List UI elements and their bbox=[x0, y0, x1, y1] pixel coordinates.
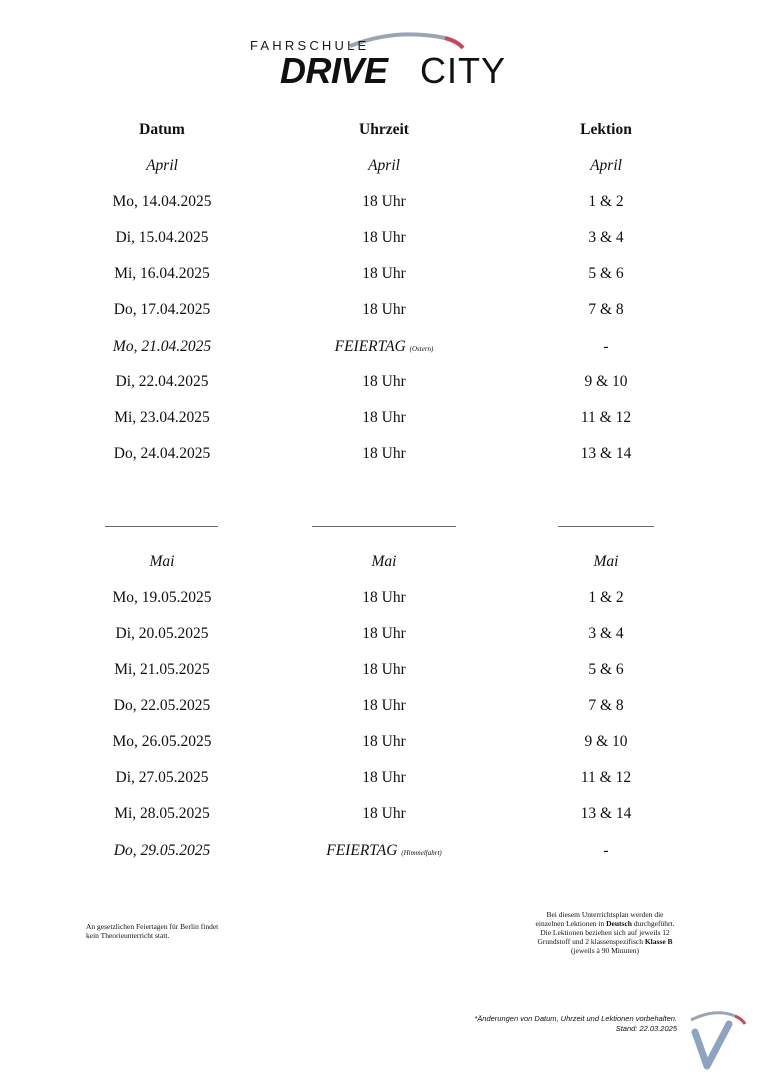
table-row-lesson: 1 & 2 bbox=[588, 193, 624, 210]
table-row-date: Mi, 23.04.2025 bbox=[114, 409, 210, 426]
lesson-info-text: einzelnen Lektionen in bbox=[535, 919, 607, 928]
holiday-note: (Himmelfahrt) bbox=[401, 849, 442, 857]
may-label-date: Mai bbox=[149, 553, 175, 570]
table-row-date: Mo, 19.05.2025 bbox=[112, 589, 212, 606]
table-row-time: 18 Uhr bbox=[362, 193, 406, 210]
lesson-info-line: (jeweils à 90 Minuten) bbox=[570, 946, 640, 955]
header-time: Uhrzeit bbox=[359, 121, 409, 138]
table-row-lesson: 5 & 6 bbox=[588, 661, 624, 678]
table-row-date: Mo, 26.05.2025 bbox=[112, 733, 212, 750]
lesson-info-bold: Klasse B bbox=[644, 937, 673, 946]
lesson-info-text: Grundstoff und 2 klassenspezifisch bbox=[537, 937, 645, 946]
lesson-info-text: durchgeführt. bbox=[631, 919, 675, 928]
table-row-time: 18 Uhr bbox=[362, 733, 406, 750]
holiday-row-date: Mo, 21.04.2025 bbox=[112, 338, 212, 355]
table-row-date: Do, 17.04.2025 bbox=[113, 301, 211, 318]
table-row-lesson: 3 & 4 bbox=[588, 625, 624, 642]
drive-city-logo bbox=[250, 30, 520, 90]
table-row-lesson: 11 & 12 bbox=[580, 769, 632, 786]
table-row-time: 18 Uhr bbox=[362, 805, 406, 822]
may-label-lesson: Mai bbox=[593, 553, 619, 570]
table-row-lesson: 5 & 6 bbox=[588, 265, 624, 282]
disclaimer-line: *Änderungen von Datum, Uhrzeit und Lektionen vorbehalten. bbox=[474, 1014, 677, 1023]
holiday-footnote-line: kein Theorieunterricht statt. bbox=[86, 931, 170, 940]
table-row-date: Mi, 21.05.2025 bbox=[114, 661, 210, 678]
table-row-date: Do, 24.04.2025 bbox=[113, 445, 211, 462]
lesson-info-bold: Deutsch bbox=[606, 919, 632, 928]
holiday-footnote bbox=[86, 922, 246, 940]
lesson-info-line bbox=[520, 937, 690, 946]
may-label-time: Mai bbox=[371, 553, 397, 570]
table-row-time: 18 Uhr bbox=[362, 697, 406, 714]
divider-date bbox=[105, 526, 218, 527]
holiday-footnote-line: An gesetzlichen Feiertagen für Berlin findet bbox=[86, 922, 219, 931]
disclaimer bbox=[400, 1014, 677, 1034]
lesson-info-line bbox=[520, 919, 690, 928]
holiday-note: (Ostern) bbox=[409, 345, 434, 353]
table-row-date: Di, 27.05.2025 bbox=[115, 769, 209, 786]
holiday-row-lesson: - bbox=[603, 338, 609, 355]
table-row-lesson: 13 & 14 bbox=[580, 445, 632, 462]
april-label-time: April bbox=[368, 157, 400, 174]
table-row-time: 18 Uhr bbox=[362, 229, 406, 246]
table-row-date: Di, 15.04.2025 bbox=[115, 229, 209, 246]
brand-mark-icon bbox=[685, 1010, 747, 1072]
table-row-date: Do, 22.05.2025 bbox=[113, 697, 211, 714]
table-row-lesson: 1 & 2 bbox=[588, 589, 624, 606]
disclaimer-date: Stand: 22.03.2025 bbox=[615, 1024, 677, 1033]
holiday-label: FEIERTAG bbox=[326, 842, 398, 859]
table-row-date: Mi, 16.04.2025 bbox=[114, 265, 210, 282]
table-row-time: 18 Uhr bbox=[362, 589, 406, 606]
holiday-row-time bbox=[335, 338, 434, 356]
lesson-info-footnote bbox=[520, 910, 690, 955]
header-date: Datum bbox=[139, 121, 185, 138]
table-row-time: 18 Uhr bbox=[362, 265, 406, 282]
table-row-lesson: 9 & 10 bbox=[584, 733, 628, 750]
table-row-lesson: 11 & 12 bbox=[580, 409, 632, 426]
table-row-lesson: 13 & 14 bbox=[580, 805, 632, 822]
table-row-time: 18 Uhr bbox=[362, 301, 406, 318]
logo-drive-text: DRIVE bbox=[280, 50, 388, 91]
holiday-row-lesson: - bbox=[603, 842, 609, 859]
table-row-date: Mo, 14.04.2025 bbox=[112, 193, 212, 210]
table-row-time: 18 Uhr bbox=[362, 409, 406, 426]
table-row-date: Di, 22.04.2025 bbox=[115, 373, 209, 390]
logo-fahrschule-text: FAHRSCHULE bbox=[250, 38, 370, 53]
table-row-time: 18 Uhr bbox=[362, 769, 406, 786]
table-row-lesson: 7 & 8 bbox=[588, 697, 624, 714]
april-label-lesson: April bbox=[590, 157, 622, 174]
table-row-time: 18 Uhr bbox=[362, 625, 406, 642]
april-label-date: April bbox=[146, 157, 178, 174]
table-row-lesson: 9 & 10 bbox=[584, 373, 628, 390]
table-row-time: 18 Uhr bbox=[362, 661, 406, 678]
logo-city-text: CITY bbox=[420, 50, 507, 91]
table-row-time: 18 Uhr bbox=[362, 373, 406, 390]
holiday-row-date: Do, 29.05.2025 bbox=[113, 842, 211, 859]
holiday-label: FEIERTAG bbox=[334, 338, 406, 355]
table-row-date: Di, 20.05.2025 bbox=[115, 625, 209, 642]
table-row-lesson: 7 & 8 bbox=[588, 301, 624, 318]
holiday-row-time bbox=[326, 842, 442, 860]
table-row-date: Mi, 28.05.2025 bbox=[114, 805, 210, 822]
table-row-lesson: 3 & 4 bbox=[588, 229, 624, 246]
table-row-time: 18 Uhr bbox=[362, 445, 406, 462]
divider-time bbox=[312, 526, 456, 527]
header-lesson: Lektion bbox=[580, 121, 632, 138]
divider-lesson bbox=[558, 526, 654, 527]
lesson-info-line: Bei diesem Unterrichtsplan werden die bbox=[546, 910, 664, 919]
lesson-info-line: Die Lektionen beziehen sich auf jeweils 12 bbox=[540, 928, 670, 937]
